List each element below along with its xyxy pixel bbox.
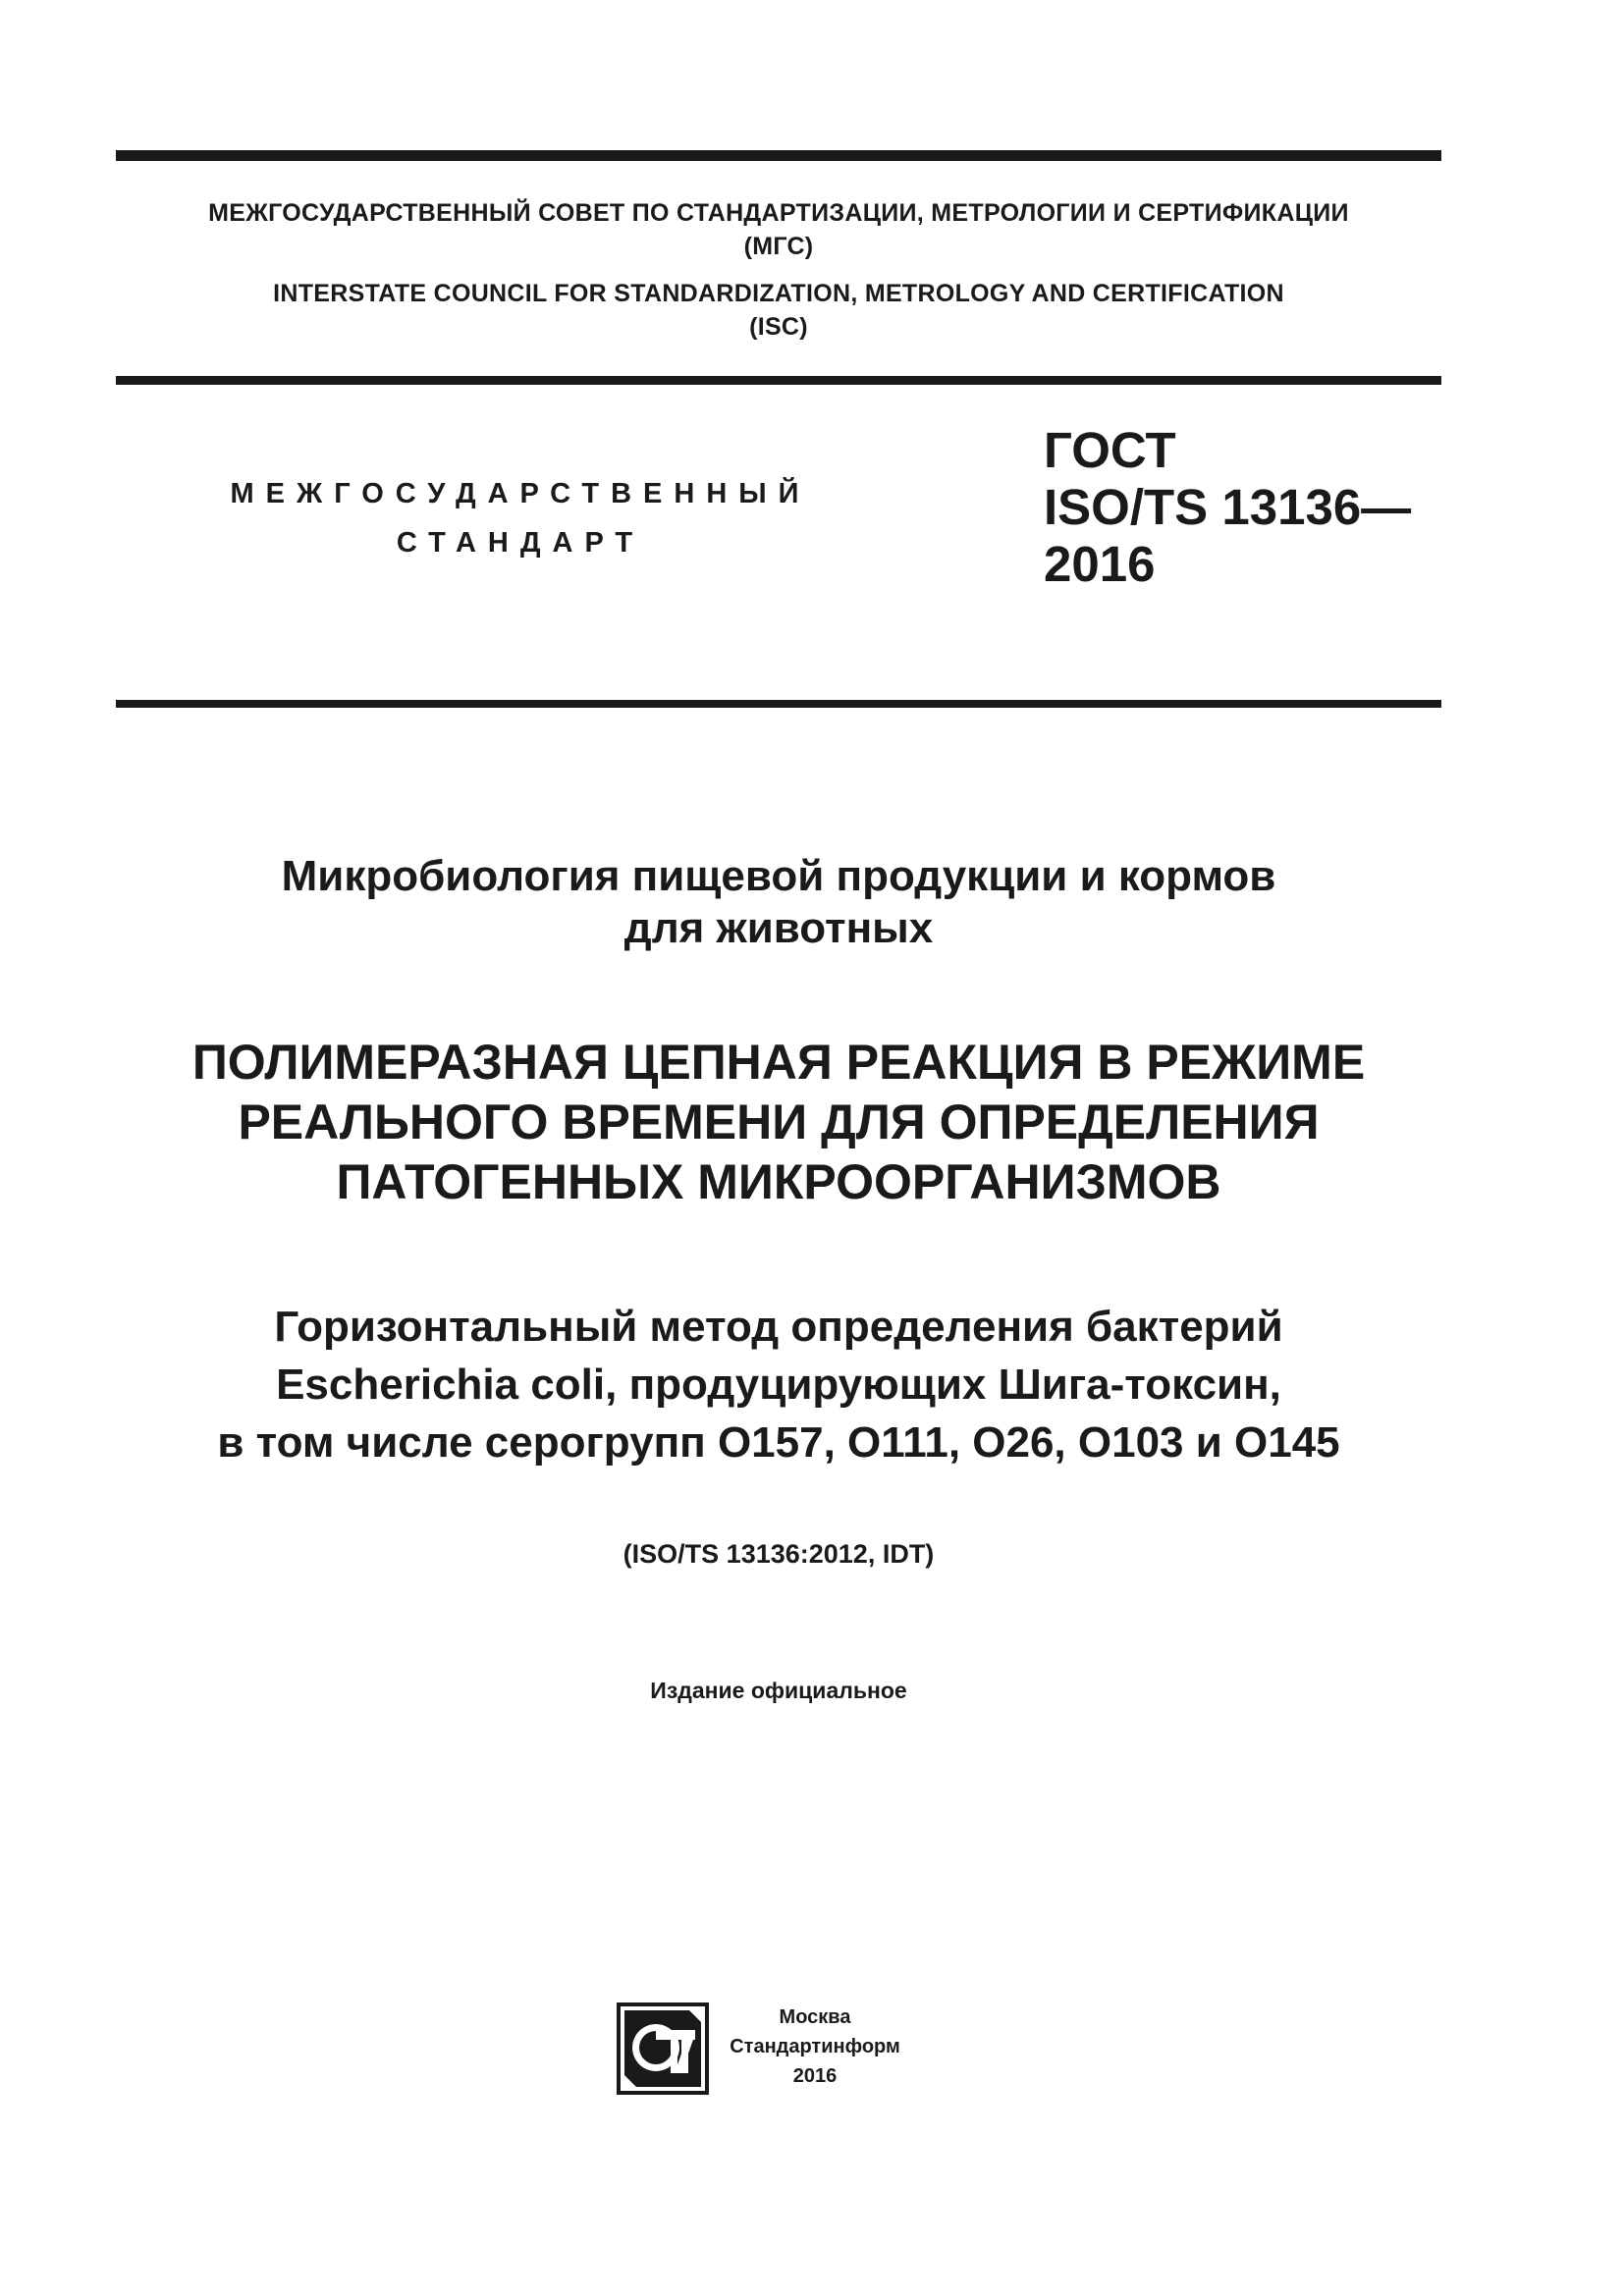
main-title <box>116 1033 1441 1212</box>
council-name-en <box>116 277 1441 344</box>
subject-title <box>116 850 1441 954</box>
standard-type-line1: МЕЖГОСУДАРСТВЕННЫЙ <box>230 478 811 509</box>
main-title-line3: ПАТОГЕННЫХ МИКРООРГАНИЗМОВ <box>336 1154 1221 1209</box>
main-title-line2: РЕАЛЬНОГО ВРЕМЕНИ ДЛЯ ОПРЕДЕЛЕНИЯ <box>238 1095 1320 1149</box>
standard-type-line2: СТАНДАРТ <box>396 527 645 559</box>
method-title-line2: Escherichia coli, продуцирующих Шига-токсин, <box>276 1361 1281 1409</box>
council-name-en-line: INTERSTATE COUNCIL FOR STANDARDIZATION, METROLOGY AND CERTIFICATION <box>273 280 1284 307</box>
method-title-line1: Горизонтальный метод определения бактерий <box>274 1303 1283 1351</box>
identity-note: (ISO/TS 13136:2012, IDT) <box>623 1539 935 1569</box>
edition-label: Издание официальное <box>650 1678 907 1703</box>
council-abbr-ru: (МГС) <box>743 233 814 260</box>
middle-rule <box>116 376 1441 385</box>
council-name-ru-line: МЕЖГОСУДАРСТВЕННЫЙ СОВЕТ ПО СТАНДАРТИЗАЦИИ, МЕТРОЛОГИИ И СЕРТИФИКАЦИИ <box>208 199 1349 227</box>
imprint-year: 2016 <box>792 2065 838 2087</box>
council-abbr-en: (ISC) <box>749 313 808 341</box>
subject-title-line1: Микробиология пищевой продукции и кормов <box>281 852 1276 900</box>
council-name-ru <box>116 196 1441 263</box>
gost-designation <box>1044 422 1456 593</box>
top-rule <box>116 150 1441 161</box>
publisher-imprint <box>727 2002 903 2091</box>
subject-title-line2: для животных <box>623 904 934 952</box>
standartinform-logo-icon <box>617 2002 709 2095</box>
gost-designation-line2: ISO/TS 13136— <box>1044 479 1412 535</box>
gost-designation-line3: 2016 <box>1044 536 1156 592</box>
imprint-city: Москва <box>779 2006 851 2028</box>
method-title-line3: в том числе серогрупп O157, O111, O26, O103 и O145 <box>217 1418 1340 1467</box>
gost-designation-line1: ГОСТ <box>1044 422 1176 478</box>
method-title <box>116 1298 1441 1471</box>
main-title-line1: ПОЛИМЕРАЗНАЯ ЦЕПНАЯ РЕАКЦИЯ В РЕЖИМЕ <box>191 1035 1366 1090</box>
bottom-rule <box>116 700 1441 708</box>
standard-type-label <box>196 469 844 567</box>
imprint-publisher: Стандартинформ <box>730 2036 900 2057</box>
